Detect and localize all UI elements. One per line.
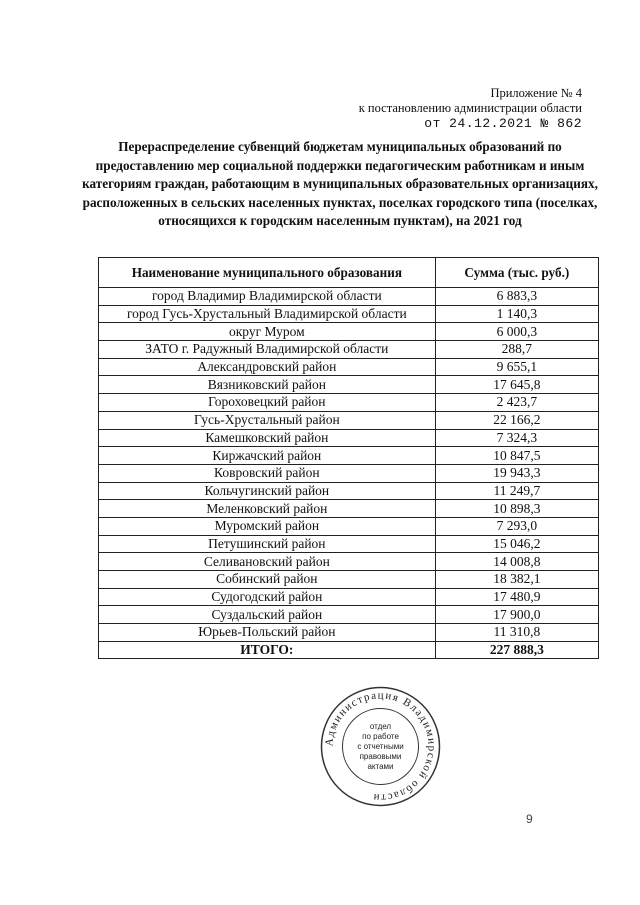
subsidy-sum: 7 293,0 [435, 517, 598, 535]
subsidy-sum: 10 898,3 [435, 500, 598, 518]
subsidy-sum: 14 008,8 [435, 553, 598, 571]
subsidy-sum: 18 382,1 [435, 571, 598, 589]
municipality-name: Юрьев-Польский район [99, 624, 436, 642]
municipality-name: Гороховецкий район [99, 394, 436, 412]
municipality-name: город Владимир Владимирской области [99, 288, 436, 306]
table-row [99, 482, 599, 500]
subsidy-sum: 11 249,7 [435, 482, 598, 500]
subsidy-sum: 6 000,3 [435, 323, 598, 341]
page-mark: 9 [526, 812, 533, 826]
official-stamp [318, 684, 443, 809]
subsidy-sum: 10 847,5 [435, 447, 598, 465]
subsidy-sum: 19 943,3 [435, 464, 598, 482]
municipality-name: город Гусь-Хрустальный Владимирской области [99, 305, 436, 323]
municipality-name: Селивановский район [99, 553, 436, 571]
table-row [99, 288, 599, 306]
municipality-name: ЗАТО г. Радужный Владимирской области [99, 341, 436, 359]
table-row [99, 500, 599, 518]
municipality-name: Суздальский район [99, 606, 436, 624]
subsidy-sum: 22 166,2 [435, 411, 598, 429]
table-row [99, 305, 599, 323]
stamp-inner-line: с отчетными [357, 742, 404, 751]
subsidy-sum: 6 883,3 [435, 288, 598, 306]
header-municipality: Наименование муниципального образования [99, 258, 436, 288]
municipality-name: Ковровский район [99, 464, 436, 482]
table-row [99, 606, 599, 624]
subsidy-sum: 17 645,8 [435, 376, 598, 394]
appendix-block [359, 86, 582, 131]
subsidy-sum: 17 900,0 [435, 606, 598, 624]
table-row [99, 341, 599, 359]
appendix-reference: к постановлению администрации области [358, 101, 582, 115]
municipality-name: Петушинский район [99, 535, 436, 553]
table-row [99, 553, 599, 571]
table-row [99, 358, 599, 376]
municipality-name: Кольчугинский район [99, 482, 436, 500]
table-row [99, 394, 599, 412]
municipality-name: Меленковский район [99, 500, 436, 518]
municipality-name: Гусь-Хрустальный район [99, 411, 436, 429]
subsidy-table [98, 257, 599, 659]
municipality-name: Киржачский район [99, 447, 436, 465]
table-row [99, 464, 599, 482]
table-row [99, 588, 599, 606]
appendix-number: Приложение № 4 [490, 86, 582, 100]
subsidy-sum: 15 046,2 [435, 535, 598, 553]
subsidy-sum: 288,7 [435, 341, 598, 359]
subsidy-sum: 7 324,3 [435, 429, 598, 447]
table-row [99, 376, 599, 394]
municipality-name: Собинский район [99, 571, 436, 589]
municipality-name: Александровский район [99, 358, 436, 376]
total-row [99, 641, 599, 659]
stamp-inner-line: отдел [369, 722, 392, 731]
stamp-outer-text: Администрация Владимирской области [323, 689, 438, 804]
table-row [99, 624, 599, 642]
stamp-inner-line: актами [367, 762, 394, 771]
subsidy-sum: 11 310,8 [435, 624, 598, 642]
subsidy-sum: 17 480,9 [435, 588, 598, 606]
municipality-name: округ Муром [99, 323, 436, 341]
table-row [99, 323, 599, 341]
table-row [99, 571, 599, 589]
stamp-inner-line: по работе [362, 732, 399, 741]
stamp-inner-line: правовыми [359, 752, 402, 761]
subsidy-sum: 9 655,1 [435, 358, 598, 376]
document-title: Перераспределение субвенций бюджетам муниципальных образований по предоставлению мер социальной поддержки педагогическим работникам и иным категориям граждан, работающим в муниципальных образовательных организациях, расположенных в сельских населенных пунктах, поселках городского типа (поселках, относящихся к городским населенным пунктам), на 2021 год [82, 139, 598, 229]
appendix-date-number: от 24.12.2021 № 862 [424, 116, 582, 131]
municipality-name: Муромский район [99, 517, 436, 535]
table-row [99, 447, 599, 465]
subsidy-sum: 2 423,7 [435, 394, 598, 412]
table-header-row [99, 258, 599, 288]
table-row [99, 411, 599, 429]
total-label: ИТОГО: [99, 641, 436, 659]
table-row [99, 429, 599, 447]
municipality-name: Вязниковский район [99, 376, 436, 394]
table-row [99, 535, 599, 553]
table-row [99, 517, 599, 535]
header-sum: Сумма (тыс. руб.) [435, 258, 598, 288]
total-value: 227 888,3 [435, 641, 598, 659]
subsidy-sum: 1 140,3 [435, 305, 598, 323]
municipality-name: Судогодский район [99, 588, 436, 606]
municipality-name: Камешковский район [99, 429, 436, 447]
